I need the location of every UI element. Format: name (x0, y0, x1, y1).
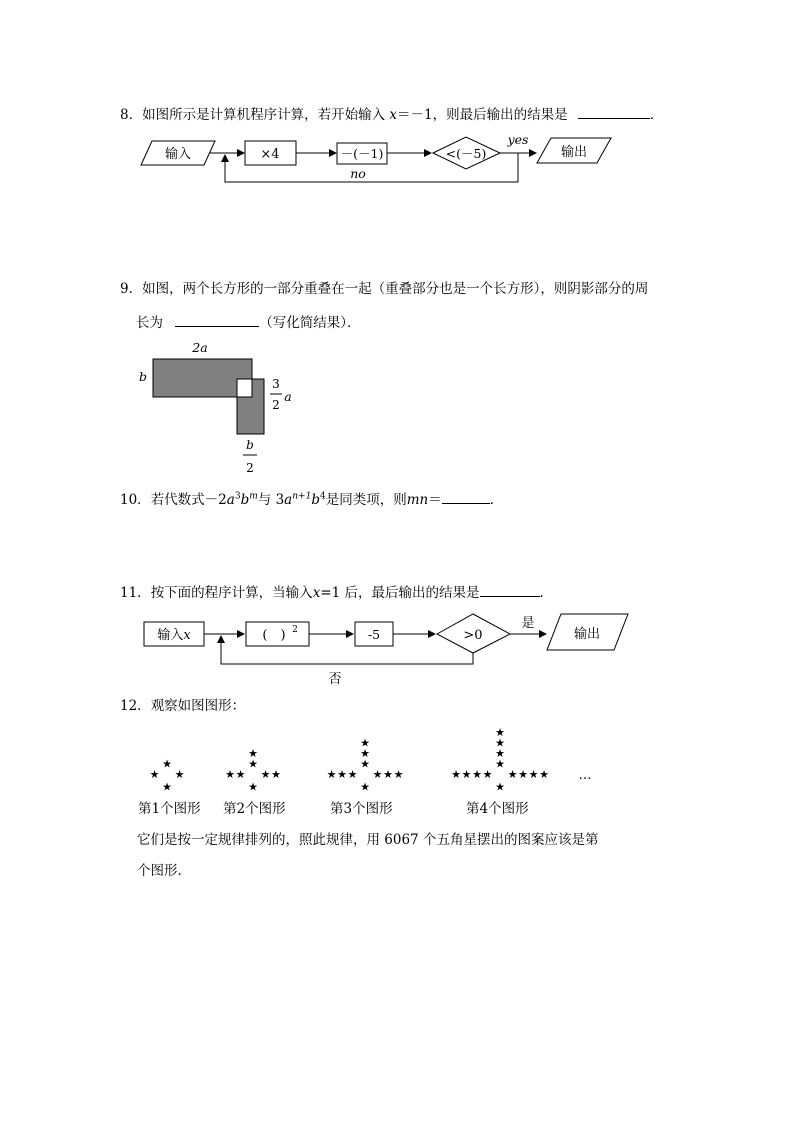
q12-fig1-star: ★ (162, 757, 172, 771)
q10-t2: 与 3 (257, 492, 285, 508)
q10-exp3: 3 (234, 491, 241, 502)
q8-number: 8． (120, 107, 143, 123)
q11-end: ． (539, 585, 554, 601)
q9-number: 9． (120, 281, 143, 297)
q12-fig3-star: ★ (360, 780, 370, 794)
q10-a2: a (284, 492, 293, 508)
q12-fig4-star: ★ (482, 768, 493, 781)
q9-text: 如图，两个长方形的一部分重叠在一起（重叠部分也是一个长方形），则阴影部分的周 (142, 281, 649, 297)
q11-t2: =1 后，最后输出的结果是 (320, 585, 480, 601)
q11-minus5-label: -5 (367, 627, 381, 642)
q12-title-text: 观察如图图形： (150, 698, 246, 714)
q12-question-line1: 它们是按一定规律排列的，照此规律，用 6067 个五角星摆出的图案应该是第 (137, 832, 599, 848)
q10-a: a (226, 492, 235, 508)
q12-fig4-star: ★ (495, 726, 505, 739)
q10-number: 10． (120, 492, 151, 508)
q12-fig1-star: ★ (149, 768, 160, 781)
q9-text-2a: 长为 (136, 315, 163, 331)
q10-b: b (240, 492, 250, 508)
q9-frac-bottom-den: 2 (246, 461, 254, 475)
q8-minus-label: －(－1) (340, 146, 384, 161)
q10-b2: b (311, 492, 320, 508)
q12-label-2: 第2个图形 (223, 801, 286, 817)
q10-t1: 若代数式－2 (150, 492, 227, 508)
q12-fig4-star: ★ (451, 768, 461, 781)
q12-fig2-star: ★ (271, 768, 281, 781)
q12-fig4-star: ★ (461, 768, 472, 781)
q10-m: m (249, 491, 258, 502)
q8-input-label: 输入 (164, 147, 192, 162)
q12-fig4-star: ★ (507, 768, 518, 781)
q12-label-3: 第3个图形 (330, 801, 393, 817)
q12-fig2-star: ★ (260, 768, 271, 781)
q10-n1: n+1 (292, 491, 312, 502)
q9-label-b: b (138, 369, 148, 384)
q12-fig3-star: ★ (326, 768, 337, 781)
q12-fig2-star: ★ (248, 747, 258, 760)
q10-mn: mn (406, 492, 429, 508)
q10-t4: ＝ (428, 492, 442, 508)
q9-frac-right-var: a (284, 389, 292, 404)
q11-input-text: 输入 (157, 628, 184, 643)
q11-condition-label: >0 (463, 628, 483, 643)
q10-exp4: 4 (319, 491, 326, 502)
q10-t3: 是同类项，则 (325, 492, 407, 508)
q12-fig1-star: ★ (174, 768, 185, 781)
q12-fig2-star: ★ (225, 768, 235, 781)
q8-output-label: 输出 (560, 145, 588, 160)
q12-number: 12． (120, 698, 151, 714)
q12-fig3-star: ★ (393, 768, 404, 781)
q11-square-exp: 2 (292, 625, 298, 635)
q12-fig3-star: ★ (337, 768, 347, 781)
q8-text: 如图所示是计算机程序计算，若开始输入 (142, 107, 386, 123)
q12-fig3-star: ★ (360, 757, 370, 771)
q9-text-2b: （写化简结果）． (259, 315, 361, 331)
q12-label-4: 第4个图形 (466, 801, 529, 817)
q10-end: ． (489, 492, 504, 508)
q8-var: x (389, 107, 398, 123)
q8-times4-label: ×4 (260, 147, 280, 162)
q12-fig3-star: ★ (347, 768, 358, 781)
q11-t1: 按下面的程序计算，当输入 (150, 585, 313, 601)
q12-fig4-star: ★ (528, 768, 539, 781)
q12-ellipsis: … (578, 768, 592, 783)
q8-condition-label: <(－5) (445, 146, 487, 161)
q12-fig2-star: ★ (235, 768, 246, 781)
q8-no-label: no (350, 166, 366, 181)
q9-frac-bottom-num: b (246, 438, 254, 452)
q11-yes-label: 是 (521, 616, 535, 631)
q9-frac-right-den: 2 (272, 398, 280, 412)
q11-square-label: ( ) (262, 628, 286, 643)
q12-question-line2: 个图形． (137, 863, 191, 879)
q12-fig2-star: ★ (248, 780, 258, 794)
q12-fig4-star: ★ (495, 757, 505, 771)
q12-fig3-star: ★ (360, 736, 370, 750)
q12-fig4-star: ★ (495, 780, 505, 794)
q11-input-var: x (183, 628, 191, 643)
q8-value: ＝－1，则最后输出的结果是 (397, 107, 568, 123)
q11-no-label: 否 (328, 672, 342, 687)
q11-x: x (312, 585, 321, 601)
q12-fig4-star: ★ (518, 768, 528, 781)
q9-label-2a: 2a (192, 340, 208, 355)
q12-fig4-star: ★ (472, 768, 482, 781)
q8-end: ． (649, 107, 664, 123)
q12-fig1-star: ★ (162, 780, 172, 794)
q12-fig3-star: ★ (383, 768, 393, 781)
q12-fig4-star: ★ (495, 747, 505, 760)
q8-yes-label: yes (507, 132, 529, 147)
q9-frac-right-num: 3 (272, 377, 280, 391)
q12-fig4-star: ★ (495, 736, 505, 750)
q11-output-label: 输出 (573, 627, 601, 642)
q12-fig3-star: ★ (360, 747, 370, 760)
q12-fig4-star: ★ (539, 768, 549, 781)
q12-label-1: 第1个图形 (138, 801, 201, 817)
q12-fig2-star: ★ (248, 757, 258, 771)
q11-number: 11． (120, 585, 151, 601)
q12-fig3-star: ★ (372, 768, 383, 781)
